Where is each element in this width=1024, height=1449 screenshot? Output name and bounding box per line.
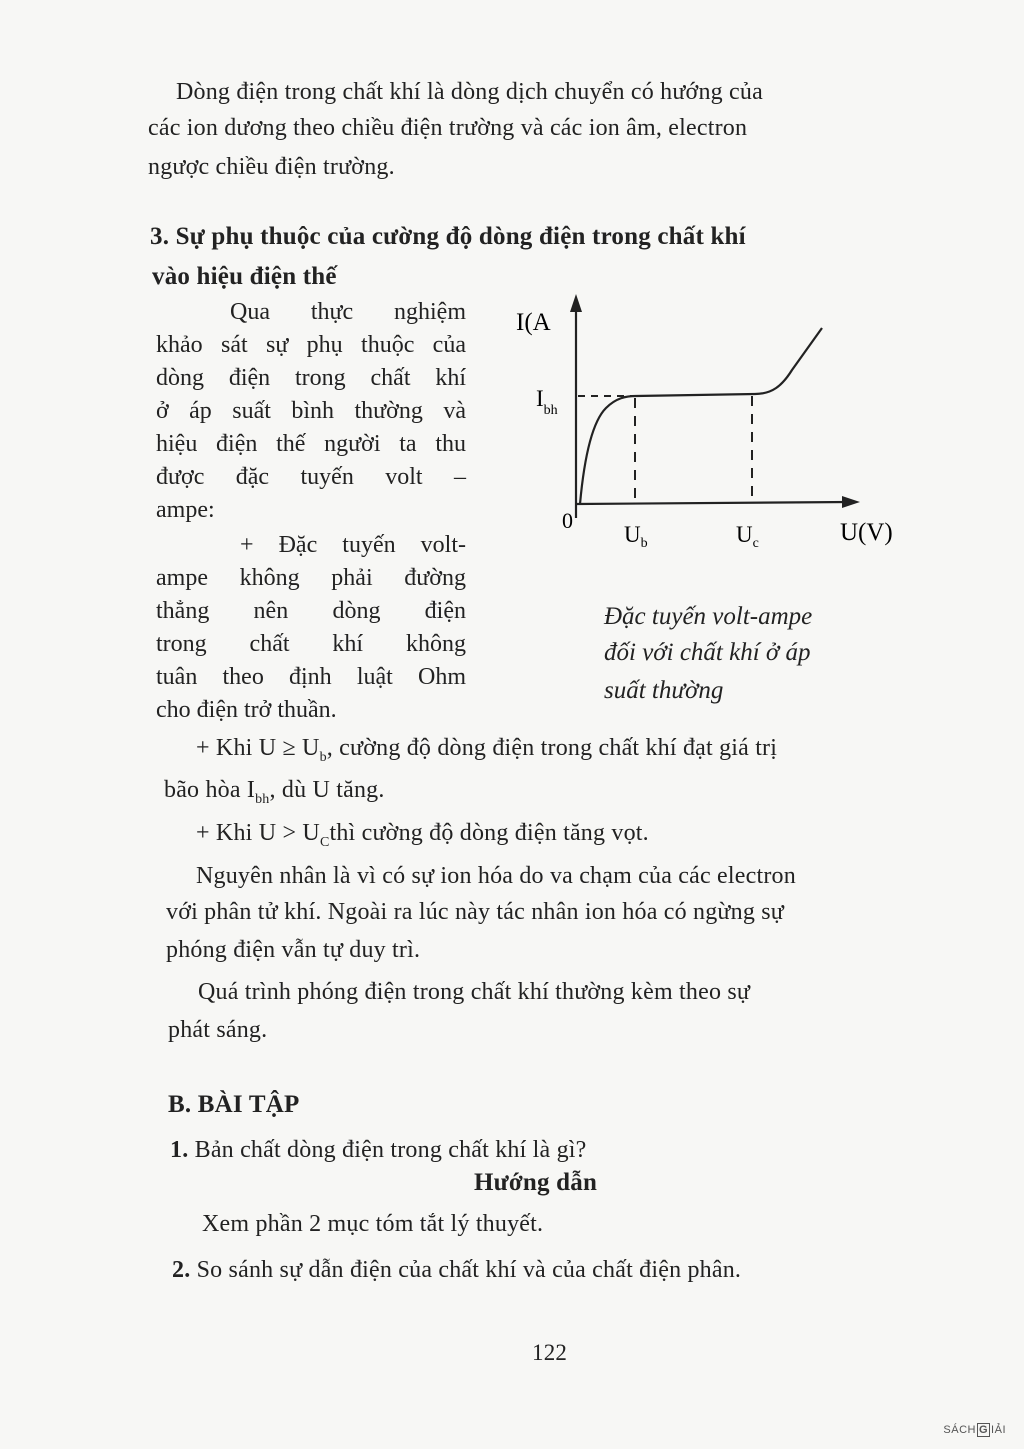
page-number: 122 (532, 1340, 568, 1365)
guide-heading: Hướng dẫn (474, 1169, 598, 1196)
left-line-6: được đặc tuyến volt – (156, 464, 466, 490)
characteristic-curve (580, 328, 822, 504)
exercises-heading: B. BÀI TẬP (168, 1091, 300, 1118)
left-line-2: khảo sát sự phụ thuộc của (156, 332, 466, 358)
x-axis-label: U(V) (840, 519, 893, 546)
section3-heading-line-1: 3. Sự phụ thuộc của cường độ dòng điện trong chất khí (150, 223, 746, 250)
bullet-saturation-line-2: bão hòa $I_{bh}$, dù U tăng. (164, 777, 385, 807)
ub-label: $U_b$ (624, 522, 648, 551)
left-line-4: ở áp suất bình thường và (156, 398, 466, 424)
section3-heading-line-2: vào hiệu điện thế (152, 263, 337, 290)
intro-line-1: Dòng điện trong chất khí là dòng dịch chuyển có hướng của (176, 79, 763, 105)
y-axis-arrow (570, 294, 582, 312)
intro-line-3: ngược chiều điện trường. (148, 154, 395, 180)
left-line-3: dòng điện trong chất khí (156, 365, 466, 391)
bullet-surge: + Khi $U > U_Cthì$ cường độ dòng điện tăng vọt. (196, 820, 649, 850)
left-line-10: thẳng nên dòng điện (156, 598, 466, 624)
intro-line-2: các ion dương theo chiều điện trường và các ion âm, electron (148, 115, 748, 141)
glow-line-2: phát sáng. (168, 1017, 268, 1043)
left-line-7: ampe: (156, 497, 215, 523)
question-1: 1. Bản chất dòng điện trong chất khí là gì? (170, 1137, 587, 1163)
left-line-11: trong chất khí không (156, 631, 466, 657)
volt-ampere-figure (510, 290, 910, 565)
left-line-8: + Đặc tuyến volt- (240, 532, 466, 558)
x-axis (576, 502, 850, 504)
left-line-5: hiệu điện thế người ta thu (156, 431, 466, 457)
figure-caption-line-1: Đặc tuyến volt-ampe (604, 603, 813, 630)
bullet-saturation-line-1: + Khi $U \ge U_b$, cường độ dòng điện trong chất khí đạt giá trị (196, 735, 778, 765)
figure-caption-line-2: đối với chất khí ở áp (604, 639, 811, 666)
cause-line-3: phóng điện vẫn tự duy trì. (166, 937, 421, 963)
uc-label: $U_c$ (736, 522, 759, 551)
left-line-13: cho điện trở thuần. (156, 697, 337, 723)
watermark-logo: SÁCH G IẢI (943, 1424, 1006, 1436)
question-1-answer: Xem phần 2 mục tóm tắt lý thuyết. (202, 1211, 544, 1237)
left-line-9: ampe không phải đường (156, 565, 466, 591)
glow-line-1: Quá trình phóng điện trong chất khí thường kèm theo sự (198, 979, 751, 1005)
question-2: 2. So sánh sự dẫn điện của chất khí và của chất điện phân. (172, 1257, 742, 1283)
left-line-12: tuân theo định luật Ohm (156, 664, 466, 690)
left-line-1: Qua thực nghiệm (230, 299, 466, 325)
ibh-label: $I_{bh}$ (536, 386, 558, 418)
cause-line-2: với phân tử khí. Ngoài ra lúc này tác nhân ion hóa có ngừng sự (166, 899, 784, 925)
origin-label: 0 (562, 508, 573, 533)
cause-line-1: Nguyên nhân là vì có sự ion hóa do va chạm của các electron (196, 863, 796, 889)
x-axis-arrow (842, 496, 860, 508)
y-axis-label: I(A (516, 309, 551, 336)
section3-left-column (156, 296, 466, 727)
figure-caption-line-3: suất thường (604, 677, 724, 704)
